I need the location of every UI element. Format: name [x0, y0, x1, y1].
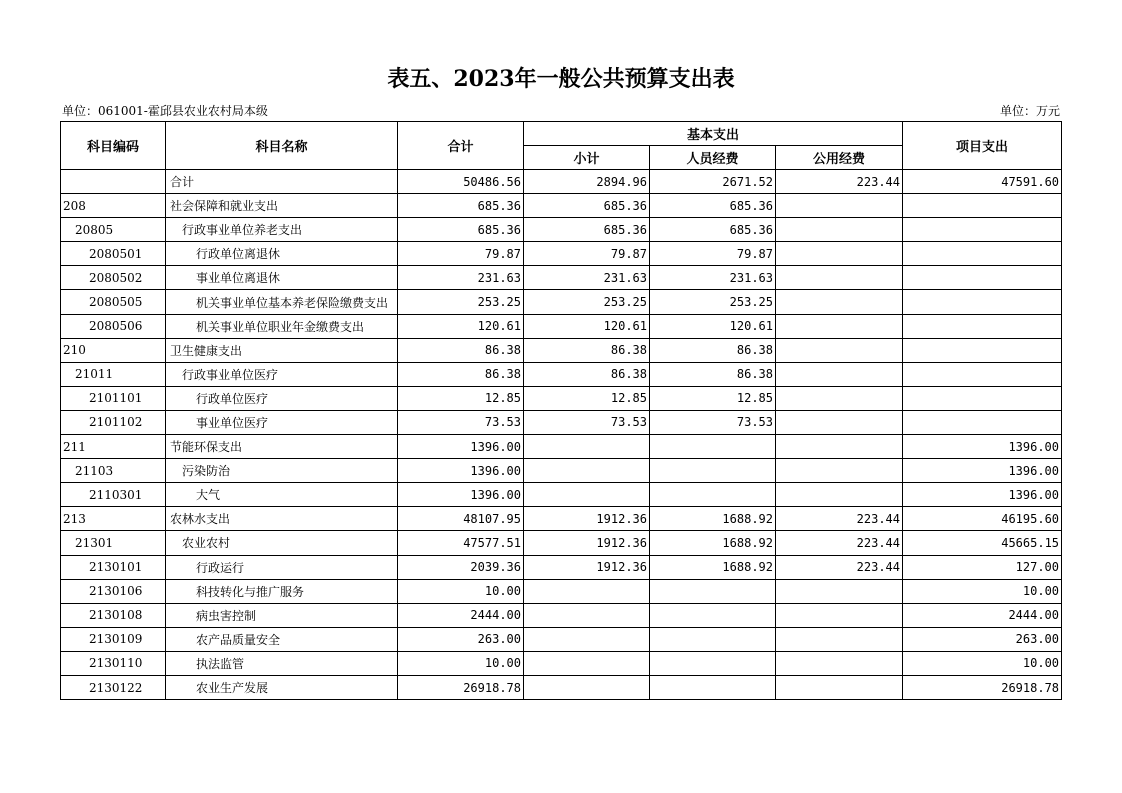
cell-personnel: 253.25 [650, 290, 776, 314]
cell-code: 208 [61, 194, 166, 218]
cell-project [903, 218, 1062, 242]
table-row [61, 555, 1062, 579]
cell-subtotal [524, 675, 650, 699]
cell-subtotal [524, 603, 650, 627]
cell-project [903, 386, 1062, 410]
cell-project: 263.00 [903, 627, 1062, 651]
cell-project: 26918.78 [903, 675, 1062, 699]
cell-total: 26918.78 [398, 675, 524, 699]
cell-total: 1396.00 [398, 483, 524, 507]
cell-total: 685.36 [398, 218, 524, 242]
cell-personnel [650, 483, 776, 507]
cell-code: 2101102 [61, 410, 166, 434]
cell-project [903, 338, 1062, 362]
table-row [61, 170, 1062, 194]
cell-code: 2080501 [61, 242, 166, 266]
cell-public [776, 603, 903, 627]
cell-name: 社会保障和就业支出 [166, 194, 398, 218]
cell-personnel [650, 579, 776, 603]
cell-subtotal: 685.36 [524, 218, 650, 242]
cell-personnel [650, 675, 776, 699]
cell-subtotal [524, 483, 650, 507]
cell-code [61, 170, 166, 194]
cell-code: 2130110 [61, 651, 166, 675]
header-total: 合计 [398, 122, 524, 170]
cell-project [903, 242, 1062, 266]
cell-total: 86.38 [398, 338, 524, 362]
cell-public [776, 266, 903, 290]
cell-code: 2130101 [61, 555, 166, 579]
cell-code: 2130108 [61, 603, 166, 627]
table-row [61, 435, 1062, 459]
header-basic: 基本支出 [524, 122, 903, 146]
cell-total: 79.87 [398, 242, 524, 266]
table-body [61, 170, 1062, 700]
cell-personnel: 73.53 [650, 410, 776, 434]
cell-name: 污染防治 [166, 459, 398, 483]
cell-personnel: 231.63 [650, 266, 776, 290]
cell-public [776, 242, 903, 266]
cell-subtotal [524, 435, 650, 459]
cell-public: 223.44 [776, 170, 903, 194]
cell-total: 1396.00 [398, 435, 524, 459]
cell-code: 2130122 [61, 675, 166, 699]
header-personnel: 人员经费 [650, 146, 776, 170]
cell-total: 48107.95 [398, 507, 524, 531]
cell-public [776, 386, 903, 410]
cell-personnel: 1688.92 [650, 507, 776, 531]
cell-name: 事业单位离退休 [166, 266, 398, 290]
cell-public [776, 651, 903, 675]
cell-code: 2110301 [61, 483, 166, 507]
cell-name: 行政事业单位养老支出 [166, 218, 398, 242]
cell-public [776, 362, 903, 386]
page-title: 表五、2023年一般公共预算支出表 [387, 66, 735, 92]
cell-code: 2080506 [61, 314, 166, 338]
cell-subtotal: 79.87 [524, 242, 650, 266]
table-row [61, 362, 1062, 386]
cell-public [776, 410, 903, 434]
cell-public: 223.44 [776, 507, 903, 531]
cell-total: 2444.00 [398, 603, 524, 627]
cell-subtotal [524, 651, 650, 675]
cell-name: 大气 [166, 483, 398, 507]
header-project: 项目支出 [903, 122, 1062, 170]
cell-total: 1396.00 [398, 459, 524, 483]
table-row [61, 483, 1062, 507]
cell-name: 机关事业单位职业年金缴费支出 [166, 314, 398, 338]
cell-code: 2080505 [61, 290, 166, 314]
cell-project: 46195.60 [903, 507, 1062, 531]
cell-subtotal: 2894.96 [524, 170, 650, 194]
table-row [61, 675, 1062, 699]
cell-subtotal: 12.85 [524, 386, 650, 410]
cell-project: 1396.00 [903, 483, 1062, 507]
cell-personnel: 86.38 [650, 362, 776, 386]
cell-code: 210 [61, 338, 166, 362]
table-row [61, 242, 1062, 266]
cell-code: 2101101 [61, 386, 166, 410]
cell-project: 47591.60 [903, 170, 1062, 194]
table-row [61, 531, 1062, 555]
cell-name: 农产品质量安全 [166, 627, 398, 651]
table-row [61, 459, 1062, 483]
cell-code: 2130106 [61, 579, 166, 603]
cell-personnel: 1688.92 [650, 531, 776, 555]
cell-name: 执法监管 [166, 651, 398, 675]
cell-personnel: 79.87 [650, 242, 776, 266]
cell-personnel [650, 459, 776, 483]
cell-personnel: 685.36 [650, 218, 776, 242]
table-row [61, 627, 1062, 651]
cell-code: 21011 [61, 362, 166, 386]
cell-total: 231.63 [398, 266, 524, 290]
cell-total: 12.85 [398, 386, 524, 410]
cell-project: 2444.00 [903, 603, 1062, 627]
cell-project [903, 410, 1062, 434]
cell-project [903, 194, 1062, 218]
table-row [61, 218, 1062, 242]
cell-personnel [650, 603, 776, 627]
table-row [61, 338, 1062, 362]
cell-subtotal: 1912.36 [524, 507, 650, 531]
cell-public [776, 218, 903, 242]
cell-code: 21103 [61, 459, 166, 483]
cell-subtotal: 231.63 [524, 266, 650, 290]
cell-public [776, 314, 903, 338]
table-row [61, 314, 1062, 338]
cell-subtotal: 1912.36 [524, 555, 650, 579]
cell-total: 120.61 [398, 314, 524, 338]
cell-name: 节能环保支出 [166, 435, 398, 459]
cell-project: 1396.00 [903, 459, 1062, 483]
cell-name: 农林水支出 [166, 507, 398, 531]
cell-personnel: 685.36 [650, 194, 776, 218]
header-code: 科目编码 [61, 122, 166, 170]
cell-code: 211 [61, 435, 166, 459]
cell-public [776, 459, 903, 483]
cell-project [903, 266, 1062, 290]
cell-total: 50486.56 [398, 170, 524, 194]
cell-code: 21301 [61, 531, 166, 555]
cell-name: 卫生健康支出 [166, 338, 398, 362]
unit-currency-label: 单位：万元 [999, 104, 1060, 118]
cell-code: 2080502 [61, 266, 166, 290]
cell-subtotal: 73.53 [524, 410, 650, 434]
cell-name: 病虫害控制 [166, 603, 398, 627]
cell-name: 机关事业单位基本养老保险缴费支出 [166, 290, 398, 314]
cell-subtotal: 1912.36 [524, 531, 650, 555]
cell-total: 47577.51 [398, 531, 524, 555]
cell-project: 10.00 [903, 651, 1062, 675]
cell-public [776, 290, 903, 314]
cell-personnel: 12.85 [650, 386, 776, 410]
cell-public: 223.44 [776, 555, 903, 579]
cell-subtotal [524, 459, 650, 483]
cell-project [903, 290, 1062, 314]
cell-public [776, 338, 903, 362]
cell-public [776, 483, 903, 507]
cell-public [776, 579, 903, 603]
cell-public [776, 435, 903, 459]
cell-public [776, 675, 903, 699]
table-row [61, 266, 1062, 290]
cell-public: 223.44 [776, 531, 903, 555]
cell-name: 科技转化与推广服务 [166, 579, 398, 603]
cell-total: 253.25 [398, 290, 524, 314]
cell-total: 263.00 [398, 627, 524, 651]
cell-code: 20805 [61, 218, 166, 242]
table-row [61, 651, 1062, 675]
cell-personnel [650, 435, 776, 459]
header-name: 科目名称 [166, 122, 398, 170]
cell-project: 1396.00 [903, 435, 1062, 459]
cell-personnel: 2671.52 [650, 170, 776, 194]
cell-project: 10.00 [903, 579, 1062, 603]
cell-total: 86.38 [398, 362, 524, 386]
cell-total: 2039.36 [398, 555, 524, 579]
cell-name: 事业单位医疗 [166, 410, 398, 434]
table-row [61, 386, 1062, 410]
cell-personnel: 1688.92 [650, 555, 776, 579]
cell-subtotal: 253.25 [524, 290, 650, 314]
header-public: 公用经费 [776, 146, 903, 170]
cell-name: 行政单位离退休 [166, 242, 398, 266]
cell-name: 行政运行 [166, 555, 398, 579]
cell-project: 127.00 [903, 555, 1062, 579]
table-row [61, 579, 1062, 603]
cell-subtotal [524, 627, 650, 651]
cell-subtotal: 685.36 [524, 194, 650, 218]
cell-subtotal: 86.38 [524, 338, 650, 362]
cell-total: 685.36 [398, 194, 524, 218]
cell-personnel: 120.61 [650, 314, 776, 338]
cell-project [903, 314, 1062, 338]
table-header [61, 122, 1062, 170]
table-row [61, 194, 1062, 218]
cell-code: 2130109 [61, 627, 166, 651]
cell-name: 农业生产发展 [166, 675, 398, 699]
cell-name: 行政单位医疗 [166, 386, 398, 410]
cell-public [776, 627, 903, 651]
table-row [61, 410, 1062, 434]
cell-name: 农业农村 [166, 531, 398, 555]
cell-project: 45665.15 [903, 531, 1062, 555]
header-subtotal: 小计 [524, 146, 650, 170]
budget-table [60, 121, 1062, 700]
cell-subtotal [524, 579, 650, 603]
table-row [61, 290, 1062, 314]
cell-total: 73.53 [398, 410, 524, 434]
cell-project [903, 362, 1062, 386]
cell-subtotal: 120.61 [524, 314, 650, 338]
cell-personnel: 86.38 [650, 338, 776, 362]
cell-name: 合计 [166, 170, 398, 194]
cell-total: 10.00 [398, 651, 524, 675]
cell-subtotal: 86.38 [524, 362, 650, 386]
cell-code: 213 [61, 507, 166, 531]
cell-personnel [650, 651, 776, 675]
cell-name: 行政事业单位医疗 [166, 362, 398, 386]
cell-total: 10.00 [398, 579, 524, 603]
table-row [61, 603, 1062, 627]
unit-org-label: 单位：061001-霍邱县农业农村局本级 [62, 104, 268, 118]
cell-personnel [650, 627, 776, 651]
cell-public [776, 194, 903, 218]
table-row [61, 507, 1062, 531]
